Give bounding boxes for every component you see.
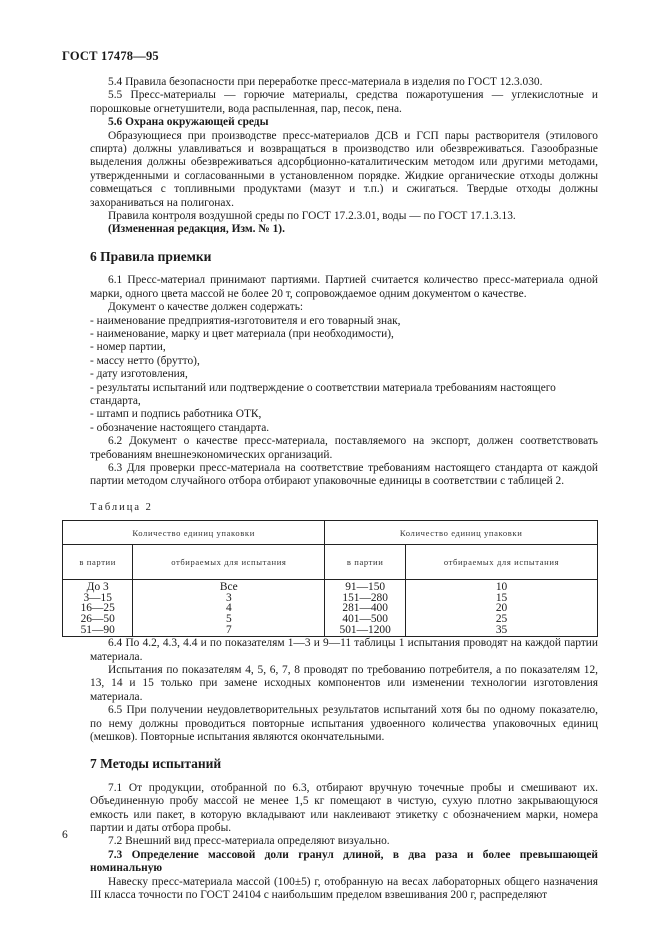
- table-cell: 401—500: [325, 614, 406, 625]
- subsection-5-6-title: 5.6 Охрана окружающей среды: [108, 116, 269, 129]
- list-item: - обозначение настоящего стандарта.: [90, 421, 270, 434]
- paragraph-5-6-text: Образующиеся при производстве пресс-материалов ДСВ и ГСП пары растворителя (этилового спирта) должны улавливаться и возвращаться в производство или обезвреживаться. Газообразные выделения должны обезвреживаться адсорбционно-каталитическим методом или другими методами, утвержденными и согласованными в установленном порядке. Жидкие органические отходы должны совмещаться с топливными продуктами (мазут и т.п.) и сжигаться. Твердые отходы должны захораниваться на полигонах.: [90, 129, 598, 209]
- table-cell: 10: [406, 580, 598, 593]
- list-item: - номер партии,: [90, 341, 166, 354]
- document-code: ГОСТ 17478—95: [62, 49, 159, 63]
- paragraph-5-5: 5.5 Пресс-материалы — горючие материалы, средства пожаротушения — углекислотные и порошковые огнетушители, вода распыленная, пар, песок, пена.: [90, 89, 598, 115]
- paragraph-6-4-tests: Испытания по показателям 4, 5, 6, 7, 8 проводят по требованию потребителя, а по показателям 12, 13, 14 и 15 только при замене исходных компонентов или изменении технологии изготовления материала.: [90, 663, 598, 703]
- paragraph-6-3: 6.3 Для проверки пресс-материала на соответствие требованиям настоящего стандарта от каждой партии методом случайного отбора отбирают упаковочные единицы в соответствии с таблицей 2.: [90, 461, 598, 488]
- table-group-header: Количество единиц упаковки: [63, 521, 325, 545]
- paragraph-7-1: 7.1 От продукции, отобранной по 6.3, отбирают вручную точечные пробы и смешивают их. Объединенную пробу массой не менее 1,5 кг помещают в чистую, сухую плотно закрывающуюся емкость или пакет, в которую вкладывают или наклеивают этикетку с обозначением марки, номера партии и даты отбора пробы.: [90, 781, 598, 835]
- table-group-header: Количество единиц упаковки: [325, 521, 598, 545]
- table-cell: 25: [406, 614, 598, 625]
- list-item: - массу нетто (брутто),: [90, 354, 200, 367]
- paragraph-6-1-doc: Документ о качестве должен содержать:: [108, 301, 304, 314]
- table-column-header: отбираемых для испытания: [406, 545, 598, 580]
- section-6-title: 6 Правила приемки: [90, 248, 212, 264]
- table-column-header: в партии: [63, 545, 133, 580]
- table-cell: 4: [133, 603, 325, 614]
- table-row: [63, 614, 598, 625]
- table-row: [63, 625, 598, 637]
- paragraph-6-2: 6.2 Документ о качестве пресс-материала, поставляемого на экспорт, должен соответствовать требованиям внешнеэкономических организаций.: [90, 435, 598, 461]
- table-cell: 5: [133, 614, 325, 625]
- page-body: [79, 76, 598, 902]
- table-cell: 20: [406, 603, 598, 614]
- table-cell: 51—90: [63, 625, 133, 637]
- table-row: [63, 603, 598, 614]
- table-cell: 15: [406, 593, 598, 604]
- paragraph-6-5: 6.5 При получении неудовлетворительных результатов испытаний хотя бы по одному показателю, по нему должны проводиться повторные испытания удвоенного количества упаковочных единиц (мешков). Повторные испытания являются окончательными.: [90, 704, 598, 743]
- list-item: - дату изготовления,: [90, 368, 188, 381]
- table-2-caption: Таблица 2: [90, 501, 153, 513]
- paragraph-5-4: 5.4 Правила безопасности при переработке пресс-материала в изделия по ГОСТ 12.3.030.: [108, 76, 543, 88]
- paragraph-5-6-control: Правила контроля воздушной среды по ГОСТ 17.2.3.01, воды — по ГОСТ 17.1.3.13.: [108, 210, 516, 223]
- table-cell: 7: [133, 625, 325, 637]
- table-column-header: в партии: [325, 545, 406, 580]
- table-2: [62, 520, 598, 637]
- table-cell: До 3: [63, 580, 133, 593]
- list-item: - штамп и подпись работника ОТК,: [90, 408, 262, 421]
- table-cell: 26—50: [63, 614, 133, 625]
- paragraph-6-1: 6.1 Пресс-материал принимают партиями. Партией считается количество пресс-материала одной марки, одного цвета массой не более 20 т, сопровождаемое одним документом о качестве.: [90, 274, 598, 300]
- paragraph-7-3-title: 7.3 Определение массовой доли гранул длиной, в два раза и более превышающей номинальную: [90, 848, 598, 875]
- table-row: [63, 580, 598, 593]
- paragraph-7-2: 7.2 Внешний вид пресс-материала определяют визуально.: [108, 835, 390, 848]
- amendment-note: (Измененная редакция, Изм. № 1).: [108, 223, 285, 236]
- paragraph-6-4: 6.4 По 4.2, 4.3, 4.4 и по показателям 1—3 и 9—11 таблицы 1 испытания проводят на каждой партии материала.: [90, 637, 598, 663]
- table-column-header: отбираемых для испытания: [133, 545, 325, 580]
- list-item: - наименование предприятия-изготовителя и его товарный знак,: [90, 314, 401, 327]
- table-cell: 151—280: [325, 593, 406, 604]
- table-cell: 16—25: [63, 603, 133, 614]
- table-cell: 35: [406, 625, 598, 637]
- page-number: 6: [62, 829, 68, 841]
- list-item: - наименование, марку и цвет материала (при необходимости),: [90, 327, 394, 340]
- list-item: - результаты испытаний или подтверждение о соответствии материала требованиям настоящего стандарта,: [90, 381, 556, 407]
- paragraph-7-3-text: Навеску пресс-материала массой (100±5) г, отобранную на весах лабораторных общего назначения III класса точности по ГОСТ 24104 с наибольшим пределом взвешивания 200 г, распределяют: [90, 875, 598, 902]
- section-7-title: 7 Методы испытаний: [90, 756, 222, 772]
- table-cell: 501—1200: [325, 625, 406, 637]
- table-cell: Все: [133, 580, 325, 593]
- table-cell: 91—150: [325, 580, 406, 593]
- table-row: [63, 593, 598, 604]
- table-cell: 3—15: [63, 593, 133, 604]
- table-cell: 3: [133, 593, 325, 604]
- table-cell: 281—400: [325, 603, 406, 614]
